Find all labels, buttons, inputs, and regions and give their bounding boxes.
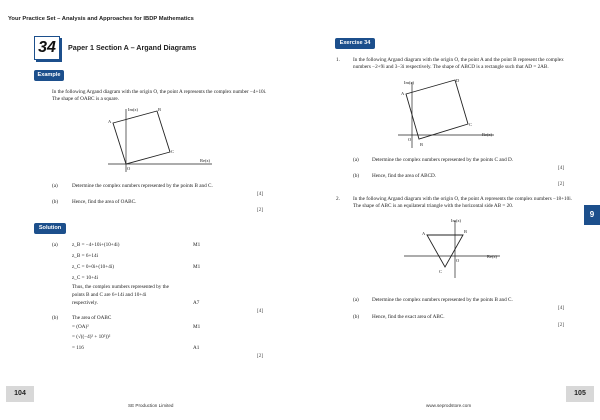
left-footer: SE Production Limited: [128, 403, 174, 408]
solution-a-line-7: respectively.: [72, 300, 99, 306]
q2-part-a-label: (a): [353, 297, 359, 303]
q1-text: In the following Argand diagram with the origin O, the point A and the point B represent the complex numbers −2+9i and 3−3i respectively. The shape of ABCD is a rectangle such that AD = 2AB.: [353, 57, 564, 70]
solution-a-line-6: points B and C are 6+14i and 10+4i: [72, 292, 147, 298]
q1-part-a-label: (a): [353, 157, 359, 163]
q1-origin-label: O: [408, 137, 412, 142]
example-question-a: Determine the complex numbers represented by the points B and C.: [72, 183, 213, 189]
solution-a-mark-7: A7: [193, 300, 200, 306]
origin-label: O: [127, 166, 131, 171]
solution-a-line-1: z_B = −4+10i+(10+4i): [72, 242, 120, 248]
right-footer: www.seprodstore.com: [426, 403, 472, 408]
solution-b-line-3: = (√((−4)² + 10²))²: [72, 334, 111, 340]
example-question-a-label: (a): [52, 183, 58, 189]
q2-point-c-label: C: [439, 269, 443, 274]
solution-a-line-3: z_C = 0+0i+(10+4i): [72, 264, 114, 270]
q1-part-b-label: (b): [353, 173, 360, 179]
q2-point-b-label: B: [464, 229, 468, 234]
solution-b-line-4: = 116: [72, 345, 84, 351]
q1-point-d-label: D: [456, 78, 460, 83]
example-question-b-label: (b): [52, 199, 59, 205]
point-c-label: C: [171, 149, 175, 154]
solution-a-line-4: z_C = 10+4i: [72, 275, 99, 281]
example-question-b: Hence, find the area of OABC.: [72, 199, 137, 205]
q2-number: 2.: [336, 196, 340, 202]
solution-a-line-5: Thus, the complex numbers represented by the: [72, 284, 169, 290]
q1-point-a-label: A: [401, 91, 405, 96]
square-oabc: [113, 111, 170, 164]
chapter-number-badge: 34: [34, 36, 60, 60]
example-question-a-mark: [4]: [257, 191, 264, 197]
solution-b-line-2: = (OA)²: [72, 324, 89, 330]
solution-tag: Solution: [34, 223, 66, 234]
q1-number: 1.: [336, 57, 340, 63]
q1-point-c-label: C: [469, 122, 473, 127]
q1-point-b-label: B: [420, 142, 424, 147]
rectangle-abcd: [406, 80, 468, 139]
example-tag: Example: [34, 70, 64, 81]
solution-b-mark-2: M1: [193, 324, 201, 330]
example-argand-diagram: [104, 106, 214, 174]
q2-origin-label: O: [456, 258, 460, 263]
solution-b-line-1: The area of OABC: [72, 315, 112, 321]
point-a-label: A: [108, 119, 112, 124]
q2-im-axis-label: Im(z): [451, 218, 461, 223]
example-text: In the following Argand diagram with the origin O, the point A represents the complex number −4+10i. The shape of OABC is a square.: [52, 89, 267, 102]
q2-re-axis-label: Re(z): [487, 254, 497, 259]
im-axis-label: Im(z): [128, 107, 138, 112]
book-title: Your Practice Set – Analysis and Approaches for IBDP Mathematics: [8, 16, 194, 22]
q2-argand-diagram: [402, 218, 502, 280]
point-b-label: B: [158, 107, 162, 112]
solution-a-mark-1: M1: [193, 242, 201, 248]
q1-part-b: Hence, find the area of ABCD.: [372, 173, 437, 179]
q1-part-a: Determine the complex numbers represented by the points C and D.: [372, 157, 514, 163]
section-title: Paper 1 Section A – Argand Diagrams: [68, 43, 197, 52]
exercise-tag: Exercise 34: [335, 38, 375, 49]
solution-b-mark-4: A1: [193, 345, 200, 351]
solution-b-total: [2]: [257, 353, 264, 359]
chapter-side-tab: 9: [584, 205, 600, 225]
q2-point-a-label: A: [422, 231, 426, 236]
solution-a-label: (a): [52, 242, 58, 248]
q2-part-a-mark: [4]: [558, 305, 565, 311]
solution-a-line-2: z_B = 6+14i: [72, 253, 99, 259]
example-question-b-mark: [2]: [257, 207, 264, 213]
solution-a-total: [4]: [257, 308, 264, 314]
re-axis-label: Re(z): [200, 158, 210, 163]
q1-part-b-mark: [2]: [558, 181, 565, 187]
right-page-number: 105: [566, 386, 594, 402]
solution-a-mark-3: M1: [193, 264, 201, 270]
q2-part-b-label: (b): [353, 314, 360, 320]
q1-re-axis-label: Re(z): [482, 132, 492, 137]
left-page-number: 104: [6, 386, 34, 402]
q1-im-axis-label: Im(z): [404, 80, 414, 85]
q1-part-a-mark: [4]: [558, 165, 565, 171]
solution-b-label: (b): [52, 315, 59, 321]
q2-text: In the following Argand diagram with the origin O, the point A represents the complex numbers −18+10i. The shape of ABC is an equilateral triangle with the horizontal side AB = 20.: [353, 196, 572, 209]
q2-part-b-mark: [2]: [558, 322, 565, 328]
q2-part-b: Hence, find the exact area of ABC.: [372, 314, 445, 320]
q1-argand-diagram: [396, 78, 496, 150]
q2-part-a: Determine the complex numbers represented by the points B and C.: [372, 297, 513, 303]
